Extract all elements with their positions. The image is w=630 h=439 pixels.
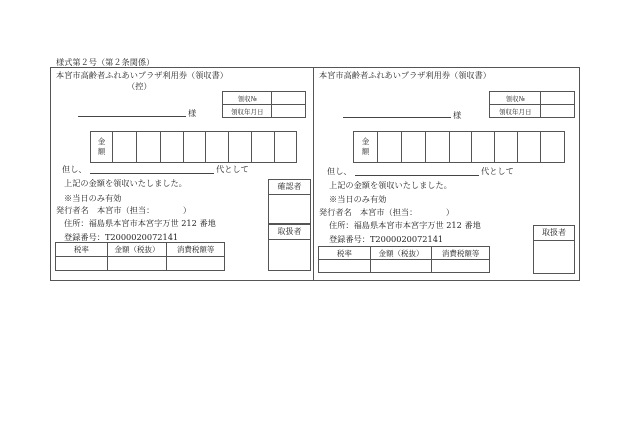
left-note-prefix: 但し、 [62, 164, 87, 174]
amount-digit-cell[interactable] [252, 132, 275, 163]
right-receipt-info-table [489, 91, 575, 118]
left-receipt-date-value[interactable] [272, 105, 306, 118]
right-recipient-suffix: 様 [453, 110, 462, 120]
amount-digit-cell[interactable] [136, 132, 160, 163]
right-address: 住所：福島県本宮市本宮字万世 212 番地 [329, 220, 481, 230]
right-receipt-no-value[interactable] [541, 92, 575, 105]
right-received-text: 上記の金額を領収いたしました。 [329, 180, 452, 190]
amount-digit-cell[interactable] [541, 132, 565, 163]
right-handler-label: 取扱者 [534, 226, 574, 241]
tax-header-amount: 金額（税抜） [107, 243, 167, 257]
tax-cell[interactable] [56, 257, 108, 271]
amount-digit-cell[interactable] [377, 132, 401, 163]
right-recipient-line[interactable] [343, 117, 451, 118]
left-registration: 登録番号：T2000020072141 [64, 232, 179, 242]
center-divider [313, 67, 314, 281]
tax-cell[interactable] [167, 257, 225, 271]
right-amount-label [354, 132, 378, 163]
left-received-text: 上記の金額を領収いたしました。 [64, 178, 187, 188]
amount-digit-cell[interactable] [472, 132, 495, 163]
right-handler-box[interactable] [533, 225, 575, 274]
left-handler-label: 取扱者 [269, 225, 310, 240]
left-handler-box[interactable] [268, 224, 311, 271]
tax-header-tax: 消費税額等 [432, 247, 490, 260]
tax-header-rate: 税率 [319, 247, 371, 260]
tax-cell[interactable] [370, 260, 432, 273]
left-receipt-no-label: 領収№ [223, 92, 272, 105]
left-amount-label-text: 金額 [97, 137, 106, 156]
amount-digit-cell[interactable] [275, 132, 297, 163]
amount-digit-cell[interactable] [229, 132, 252, 163]
left-title: 本宮市高齢者ふれあいプラザ利用券（領収書） [56, 70, 228, 80]
left-valid-note: ※当日のみ有効 [64, 193, 122, 203]
left-confirmer-box[interactable] [268, 179, 311, 224]
right-purpose-line[interactable] [355, 175, 479, 176]
left-amount-label [91, 132, 113, 163]
amount-digit-cell[interactable] [518, 132, 541, 163]
left-confirmer-label: 確認者 [269, 180, 310, 195]
amount-digit-cell[interactable] [206, 132, 229, 163]
left-recipient-suffix: 様 [188, 108, 197, 118]
right-tax-table [318, 246, 490, 273]
amount-digit-cell[interactable] [495, 132, 518, 163]
right-title: 本宮市高齢者ふれあいプラザ利用券（領収書） [319, 70, 491, 80]
right-note-suffix: 代として [481, 166, 514, 176]
left-recipient-line[interactable] [78, 116, 186, 117]
tax-cell[interactable] [432, 260, 490, 273]
left-purpose-line[interactable] [90, 173, 214, 174]
tax-cell[interactable] [107, 257, 167, 271]
amount-digit-cell[interactable] [183, 132, 206, 163]
left-address: 住所：福島県本宮市本宮字万世 212 番地 [64, 218, 216, 228]
right-receipt-date-label: 領収年月日 [490, 105, 541, 118]
amount-digit-cell[interactable] [425, 132, 449, 163]
right-amount-label-text: 金額 [361, 137, 370, 156]
left-receipt-no-value[interactable] [272, 92, 306, 105]
tax-header-amount: 金額（税抜） [370, 247, 432, 260]
tax-header-rate: 税率 [56, 243, 108, 257]
right-registration: 登録番号：T2000020072141 [329, 234, 444, 244]
tax-header-tax: 消費税額等 [167, 243, 225, 257]
left-tax-table [55, 242, 225, 271]
amount-digit-cell[interactable] [160, 132, 183, 163]
left-issuer: 発行者名 本宮市（担当： ） [56, 205, 192, 215]
right-amount-table [353, 131, 565, 163]
left-amount-table [90, 131, 297, 163]
left-note-suffix: 代として [216, 164, 249, 174]
left-receipt-info-table [222, 91, 306, 118]
right-valid-note: ※当日のみ有効 [329, 194, 387, 204]
right-note-prefix: 但し、 [327, 166, 352, 176]
amount-digit-cell[interactable] [112, 132, 136, 163]
form-number: 様式第２号（第２条関係） [56, 57, 155, 67]
left-receipt-date-label: 領収年月日 [223, 105, 272, 118]
tax-cell[interactable] [319, 260, 371, 273]
amount-digit-cell[interactable] [449, 132, 472, 163]
right-receipt-no-label: 領収№ [490, 92, 541, 105]
amount-digit-cell[interactable] [401, 132, 425, 163]
left-stub-mark: （控） [127, 81, 152, 91]
right-receipt-date-value[interactable] [541, 105, 575, 118]
right-issuer: 発行者名 本宮市（担当： ） [319, 207, 455, 217]
